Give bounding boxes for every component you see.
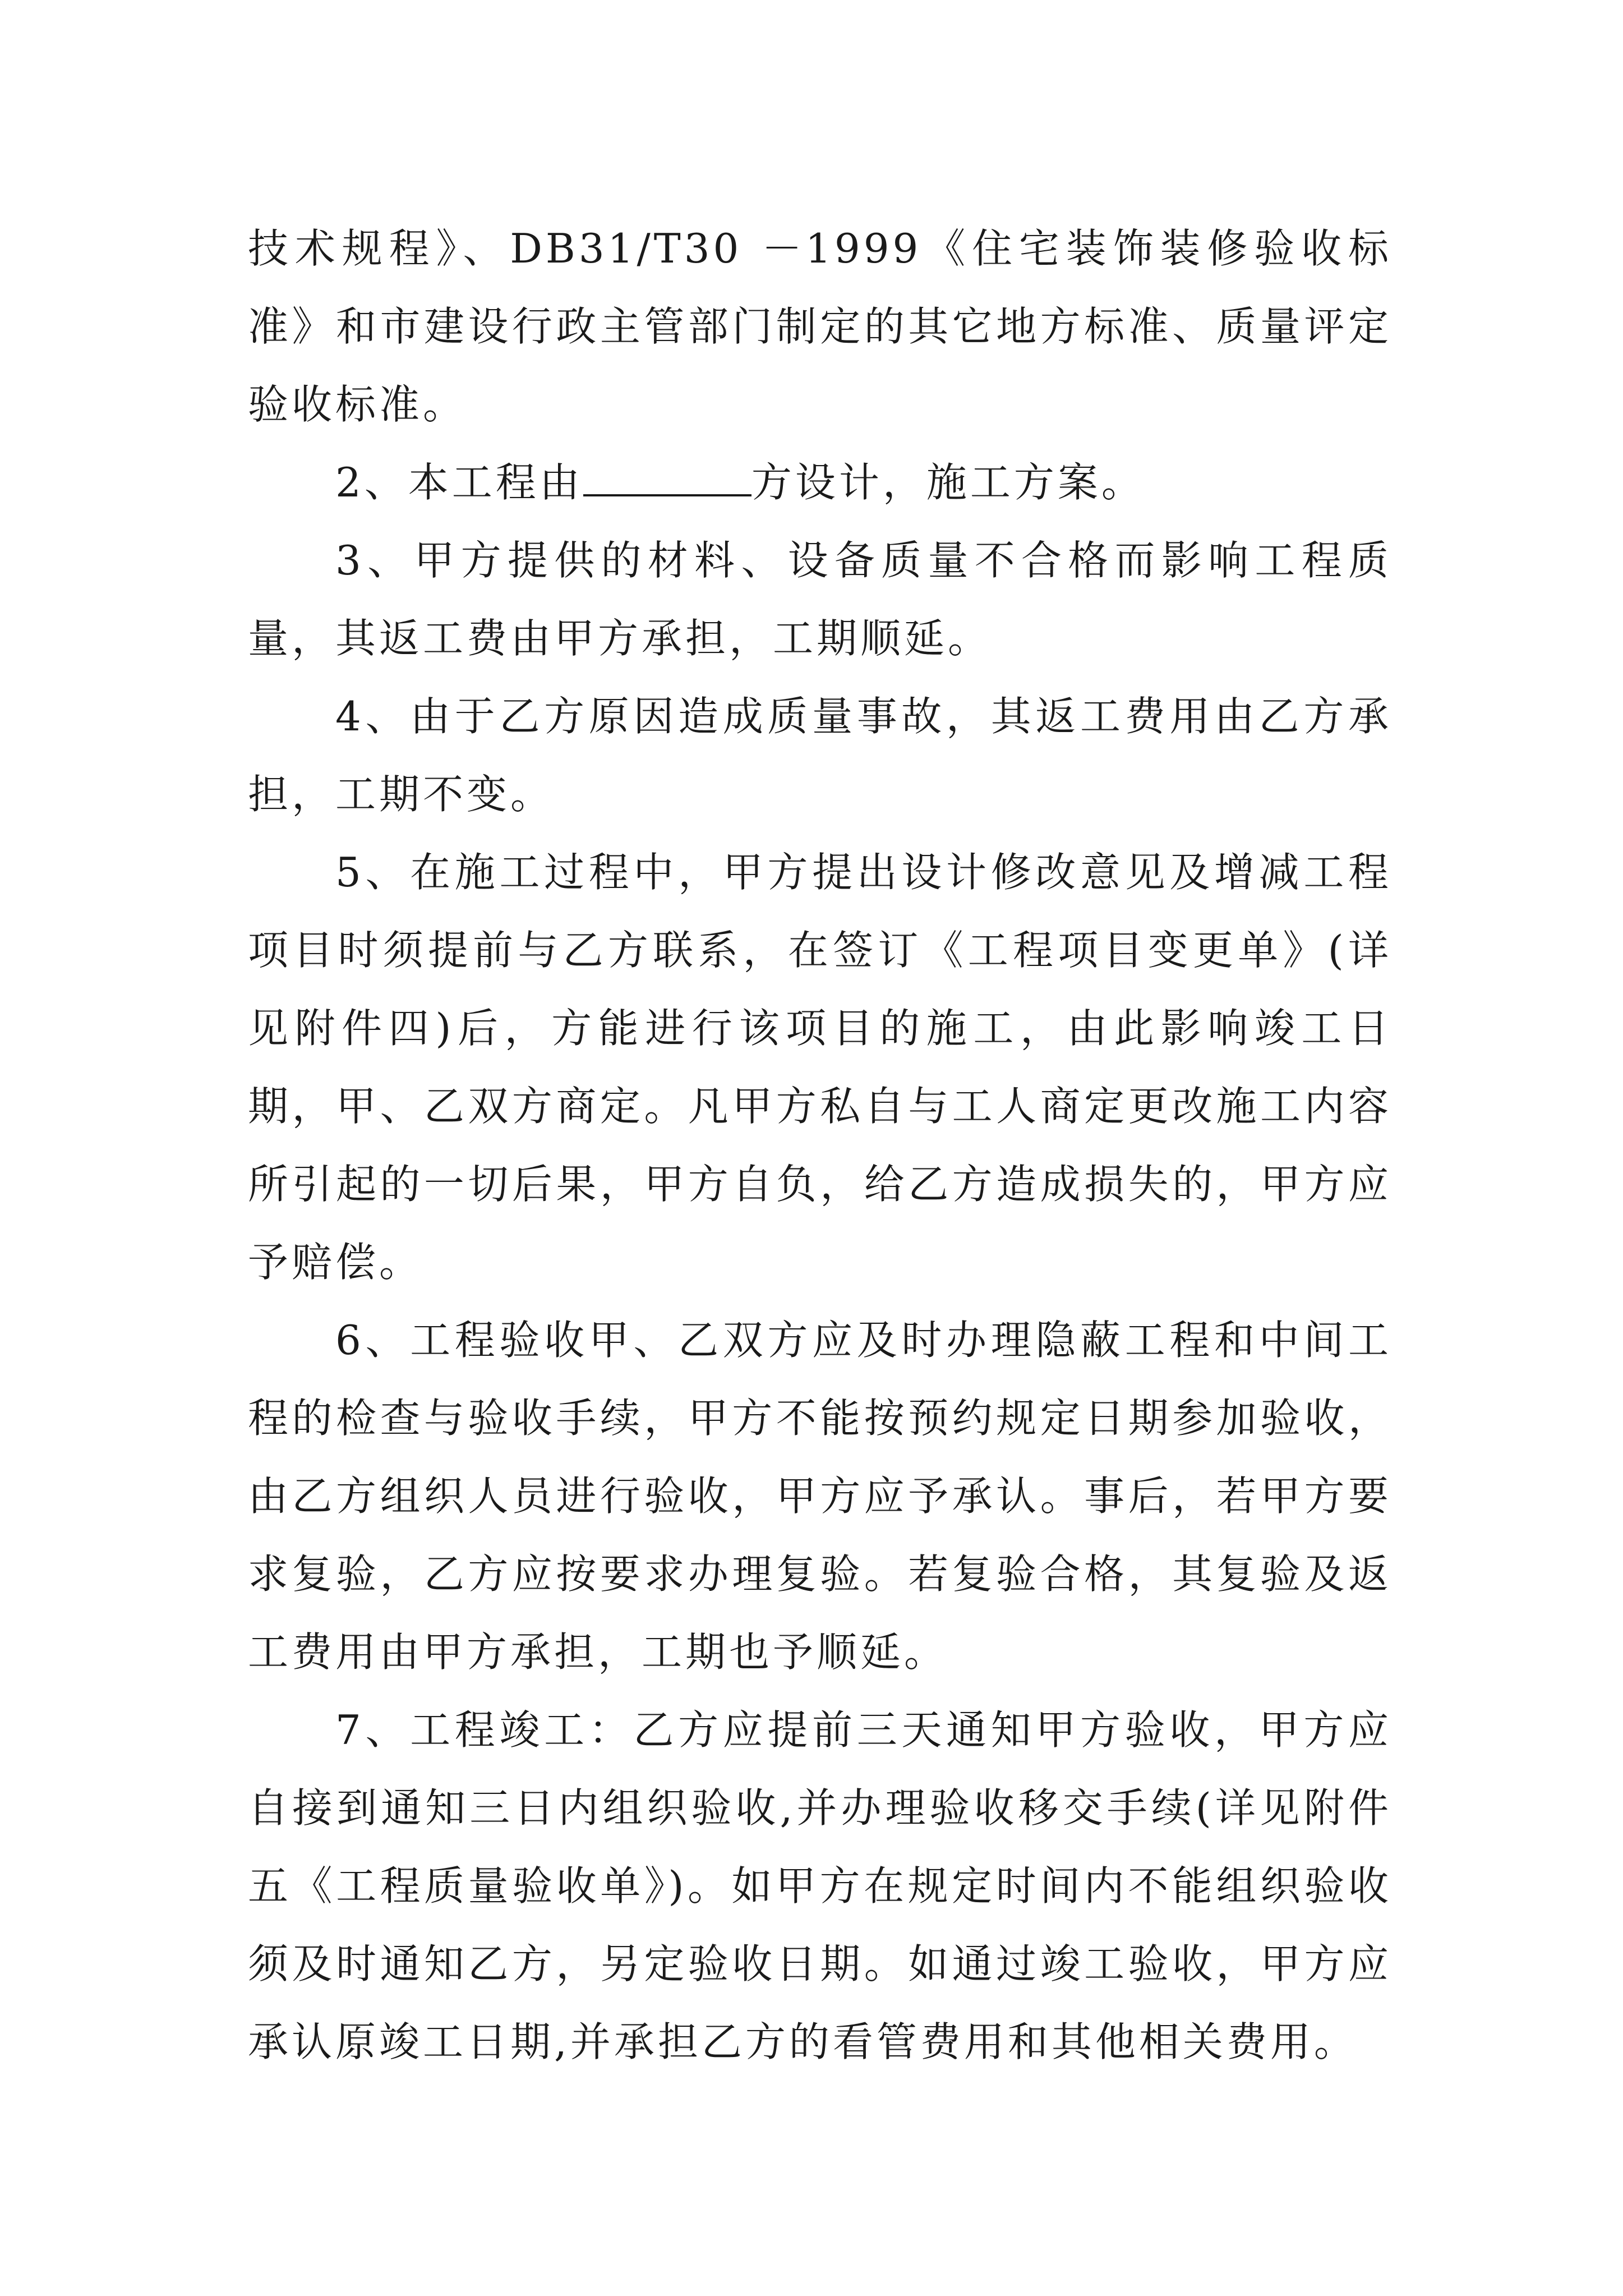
paragraph-clause-7: 7、工程竣工：乙方应提前三天通知甲方验收，甲方应自接到通知三日内组织验收,并办理验收移交手续(详见附件五《工程质量验收单》)。如甲方在规定时间内不能组织验收须及时通知乙方，另定验收日期。如通过竣工验收，甲方应承认原竣工日期,并承担乙方的看管费用和其他相关费用。: [248, 1706, 1392, 2065]
paragraph-standards: 技术规程》、DB31/T30 －1999《住宅装饰装修验收标准》和市建设行政主管部门制定的其它地方标准、质量评定验收标准。: [248, 225, 1392, 428]
paragraph-clause-4: 4、由于乙方原因造成质量事故，其返工费用由乙方承担，工期不变。: [248, 693, 1392, 818]
paragraph-clause-3: 3、甲方提供的材料、设备质量不合格而影响工程质量，其返工费由甲方承担，工期顺延。: [248, 537, 1392, 662]
designer-blank-field: [583, 461, 751, 496]
paragraph-clause-2: [248, 444, 1392, 522]
paragraph-clause-5: 5、在施工过程中，甲方提出设计修改意见及增减工程项目时须提前与乙方联系，在签订《工程项目变更单》(详见附件四)后，方能进行该项目的施工，由此影响竣工日期，甲、乙双方商定。凡甲方私自与工人商定更改施工内容所引起的一切后果，甲方自负，给乙方造成损失的，甲方应予赔偿。: [248, 849, 1392, 1286]
clause-2-text-after: 方设计，施工方案。: [751, 459, 1145, 506]
clause-2-text-before: 2、本工程由: [335, 459, 583, 506]
document-body: [248, 210, 1392, 2081]
paragraph-clause-6: 6、工程验收甲、乙双方应及时办理隐蔽工程和中间工程的检查与验收手续，甲方不能按预约规定日期参加验收，由乙方组织人员进行验收，甲方应予承认。事后，若甲方要求复验，乙方应按要求办理复验。若复验合格，其复验及返工费用由甲方承担，工期也予顺延。: [248, 1317, 1392, 1676]
